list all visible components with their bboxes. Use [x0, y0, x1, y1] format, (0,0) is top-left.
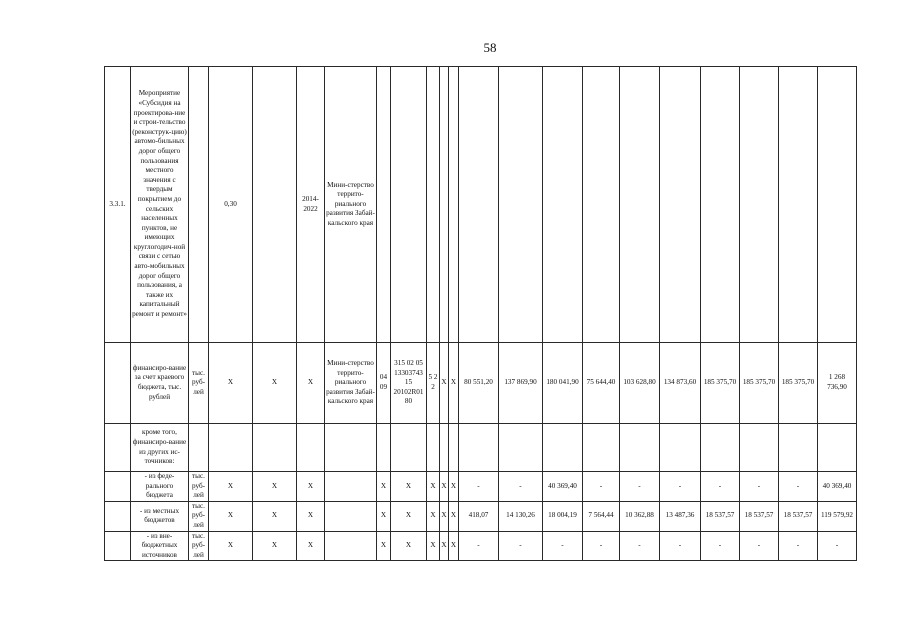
- value-cell: 418,07: [459, 501, 499, 531]
- value-cell: 103 628,80: [620, 343, 660, 424]
- event-executor: Мини-стерство террито-риального развития Забай-кальского края: [325, 67, 377, 343]
- value-cell: -: [459, 531, 499, 561]
- funding-type: 5 2 2: [427, 343, 440, 424]
- funding-unit: тыс. руб-лей: [189, 343, 209, 424]
- local-unit: тыс. руб-лей: [189, 501, 209, 531]
- event-code: 3.3.1.: [105, 67, 131, 343]
- total-cell: -: [818, 531, 857, 561]
- funding-row: финансиро-вание за счет краевого бюджета, тыс. рублей тыс. руб-лей X X X Мини-стерство террито-риального развития Забай-кальского края 04 09 315 02 05 13303743 15 20102R01 80 5 2 2 X X 80 551,20 137 869,90 180 041,90 75 644,40 103 628,80 134 873,60 185 375,70 185 375,70 185 375,70 1 268 736,90: [105, 343, 857, 424]
- event-period: 2014-2022: [297, 67, 325, 343]
- event-title: Мероприятие «Субсидия на проектирова-ние и строи-тельство (реконструк-цию) автомо-бильных дорог общего пользования местного значения с твердым покрытием до сельских населенных пунктов, не имеющих круглогодич-ной связи с сетью авто-мобильных дорог общего пользования, а также их капитальный ремонт и ремонт»: [131, 67, 189, 343]
- local-label: - из местных бюджетов: [131, 501, 189, 531]
- value-cell: 14 130,26: [499, 501, 543, 531]
- value-cell: -: [543, 531, 583, 561]
- value-cell: -: [779, 531, 818, 561]
- value-cell: 7 564,44: [583, 501, 620, 531]
- extrabudget-label: - из вне-бюджетных источников: [131, 531, 189, 561]
- value-cell: -: [740, 472, 779, 502]
- funding-label: финансиро-вание за счет краевого бюджета, тыс. рублей: [131, 343, 189, 424]
- value-cell: -: [660, 531, 701, 561]
- extrabudget-unit: тыс. руб-лей: [189, 531, 209, 561]
- value-cell: 18 537,57: [740, 501, 779, 531]
- value-cell: -: [701, 472, 740, 502]
- value-cell: 80 551,20: [459, 343, 499, 424]
- value-cell: 18 004,19: [543, 501, 583, 531]
- value-cell: -: [779, 472, 818, 502]
- value-cell: -: [583, 472, 620, 502]
- value-cell: 40 369,40: [543, 472, 583, 502]
- funding-section: 04 09: [377, 343, 391, 424]
- value-cell: 185 375,70: [701, 343, 740, 424]
- program-table: [104, 66, 857, 561]
- total-cell: 1 268 736,90: [818, 343, 857, 424]
- value-cell: -: [459, 472, 499, 502]
- value-cell: -: [620, 472, 660, 502]
- other-sources-label: кроме того, финансиро-вание из других ис-точников:: [131, 424, 189, 472]
- event-value: 0,30: [209, 67, 253, 343]
- value-cell: -: [499, 472, 543, 502]
- total-cell: 119 579,92: [818, 501, 857, 531]
- page-number: 58: [483, 40, 497, 55]
- other-sources-row: [105, 424, 857, 472]
- federal-unit: тыс. руб-лей: [189, 472, 209, 502]
- value-cell: 134 873,60: [660, 343, 701, 424]
- value-cell: 18 537,57: [779, 501, 818, 531]
- value-cell: 75 644,40: [583, 343, 620, 424]
- value-cell: 185 375,70: [779, 343, 818, 424]
- value-cell: 185 375,70: [740, 343, 779, 424]
- value-cell: -: [701, 531, 740, 561]
- local-row: - из местных бюджетов тыс. руб-лей X X X X X X X X 418,07 14 130,26 18 004,19 7 564,44 10 362,88 13 487,36 18 537,57 18 537,57 18 537,57 119 579,92: [105, 501, 857, 531]
- value-cell: 180 041,90: [543, 343, 583, 424]
- value-cell: -: [499, 531, 543, 561]
- federal-row: - из феде-рального бюджета тыс. руб-лей X X X X X X X X - - 40 369,40 - - - - - - 40 369,40: [105, 472, 857, 502]
- value-cell: -: [740, 531, 779, 561]
- value-cell: -: [620, 531, 660, 561]
- total-cell: 40 369,40: [818, 472, 857, 502]
- extrabudget-row: - из вне-бюджетных источников тыс. руб-лей X X X X X X X X - - - - - - - - - -: [105, 531, 857, 561]
- value-cell: -: [583, 531, 620, 561]
- value-cell: 13 487,36: [660, 501, 701, 531]
- funding-kbk: 315 02 05 13303743 15 20102R01 80: [391, 343, 427, 424]
- value-cell: 137 869,90: [499, 343, 543, 424]
- funding-executor: Мини-стерство террито-риального развития Забай-кальского края: [325, 343, 377, 424]
- federal-label: - из феде-рального бюджета: [131, 472, 189, 502]
- value-cell: -: [660, 472, 701, 502]
- value-cell: 10 362,88: [620, 501, 660, 531]
- event-row: [105, 67, 857, 343]
- value-cell: 18 537,57: [701, 501, 740, 531]
